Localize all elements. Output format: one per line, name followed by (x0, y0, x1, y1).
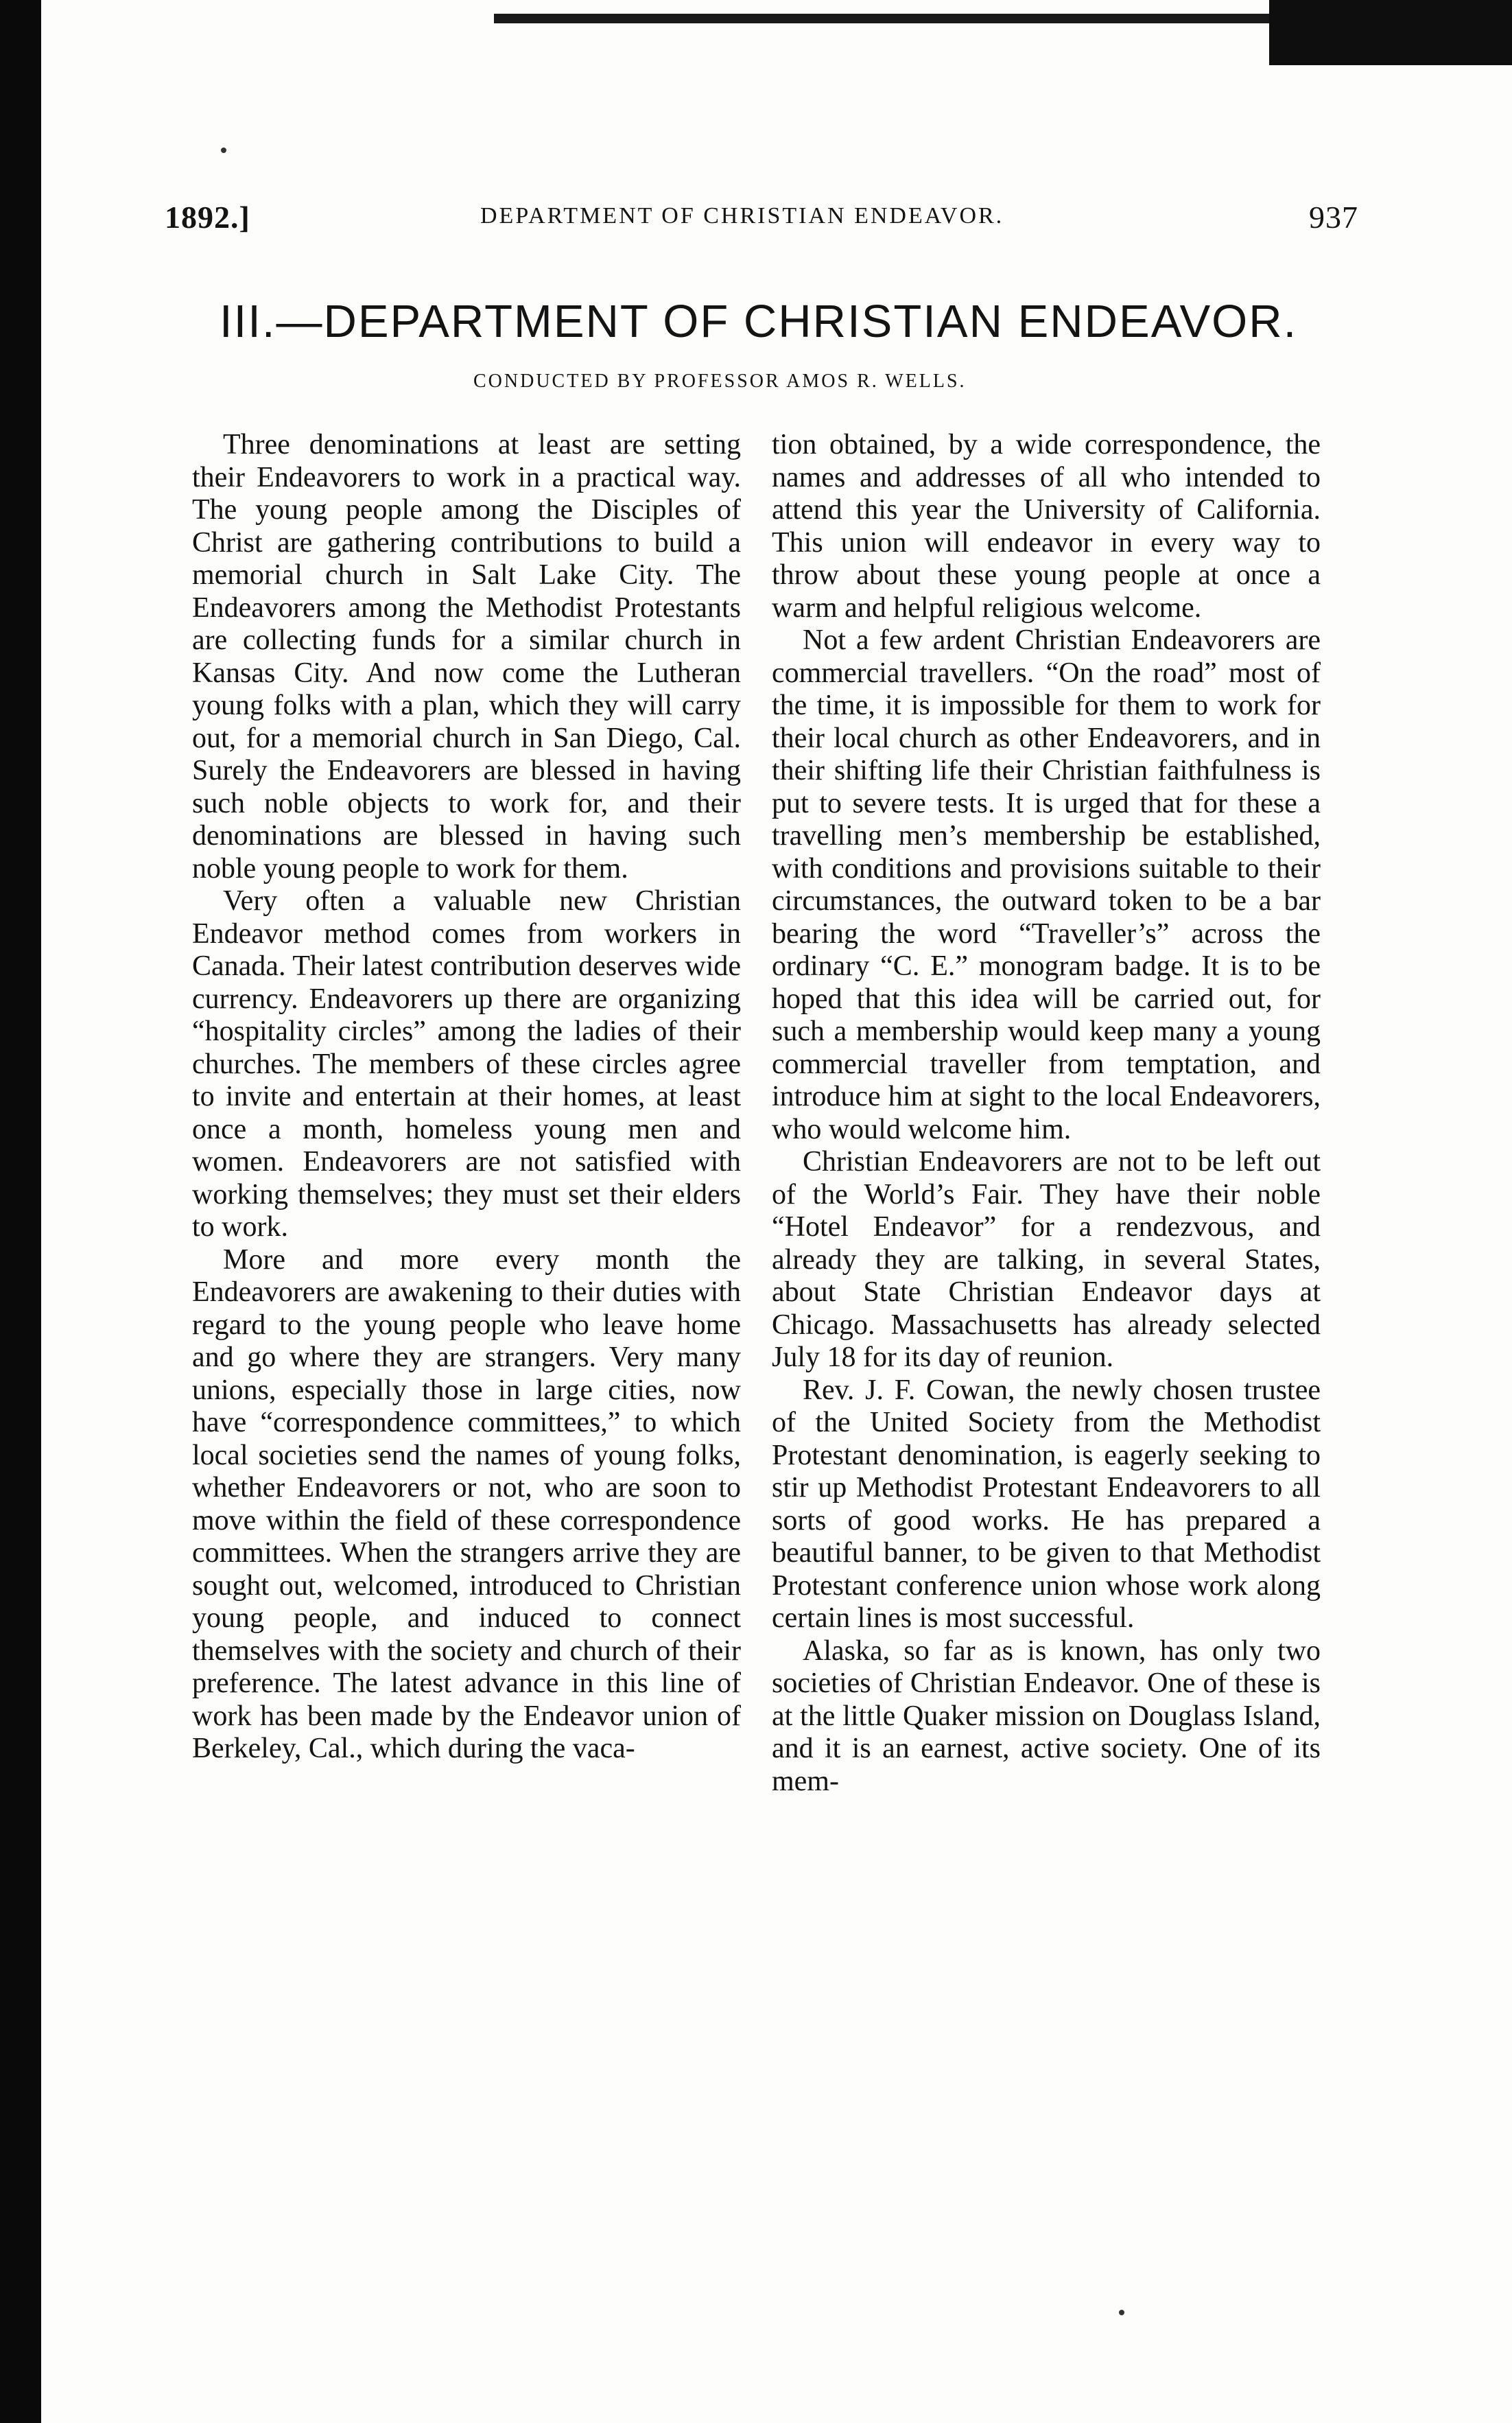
page-number: 937 (1309, 200, 1358, 235)
paragraph: Alaska, so far as is known, has only two societies of Christian Endeavor. One of these is at the little Quaker mission on Douglass Island, and it is an earnest, active society. One of its mem- (772, 1635, 1321, 1797)
byline: CONDUCTED BY PROFESSOR AMOS R. WELLS. (473, 371, 967, 392)
paragraph: Rev. J. F. Cowan, the newly chosen trustee of the United Society from the Methodist Protestant denomination, is eagerly seeking to stir up Methodist Protestant Endeavorers to all sorts of good works. He has prepared a beautiful banner, to be given to that Methodist Protestant conference union whose work along certain lines is most successful. (772, 1374, 1321, 1634)
paragraph: Christian Endeavorers are not to be left out of the World’s Fair. They have their noble “Hotel Endeavor” for a rendezvous, and already they are talking, in several States, about State Christian Endeavor days at Chicago. Massachusetts has already selected July 18 for its day of reunion. (772, 1146, 1321, 1373)
paragraph: More and more every month the Endeavorers are awakening to their duties with regard to the young people who leave home and go where they are strangers. Very many unions, especially those in large cities, now have “correspondence committees,” to which local societies send the names of young folks, whether Endeavorers or not, who are soon to move within the field of these correspondence committees. When the strangers arrive they are sought out, welcomed, introduced to Christian young people, and induced to connect themselves with the society and church of their preference. The latest advance in this line of work has been made by the Endeavor union of Berkeley, Cal., which during the vaca- (192, 1243, 741, 1764)
right-column (772, 429, 1321, 1798)
paragraph-continued: tion obtained, by a wide correspondence, the names and addresses of all who intended to attend this year the University of California. This union will endeavor in every way to throw about these young people at once a warm and helpful religious welcome. (772, 429, 1321, 624)
top-scan-block (1269, 0, 1512, 65)
scan-edge-bar (0, 0, 41, 2423)
paragraph: Three denominations at least are setting their Endeavorers to work in a practical way. The young people among the Disciples of Christ are gathering contributions to build a memorial church in Salt Lake City. The Endeavorers among the Methodist Protestants are collecting funds for a similar church in Kansas City. And now come the Lutheran young folks with a plan, which they will carry out, for a memorial church in San Diego, Cal. Surely the Endeavorers are blessed in having such noble objects to work for, and their denominations are blessed in having such noble young people to work for them. (192, 429, 741, 885)
paragraph: Not a few ardent Christian Endeavorers are commercial travellers. “On the road” most of the time, it is impossible for them to work for their local church as other Endeavorers, and in their shifting life their Christian faithfulness is put to severe tests. It is urged that for these a travelling men’s membership be established, with conditions and provisions suitable to their circumstances, the outward token to be a bar bearing the word “Traveller’s” across the ordinary “C. E.” monogram badge. It is to be hoped that this idea will be carried out, for such a membership would keep many a young commercial traveller from temptation, and introduce him at sight to the local Endeavorers, who would welcome him. (772, 624, 1321, 1145)
speck (1119, 2310, 1124, 2315)
running-head-year: 1892.] (165, 200, 250, 235)
running-head-title: DEPARTMENT OF CHRISTIAN ENDEAVOR. (480, 203, 1004, 229)
left-column (192, 429, 741, 1766)
paragraph: Very often a valuable new Christian Endeavor method comes from workers in Canada. Their latest contribution deserves wide currency. Endeavorers up there are organizing “hospitality circles” among the ladies of their churches. The members of these circles agree to invite and entertain at their homes, at least once a month, homeless young men and women. Endeavorers are not satisfied with working themselves; they must set their elders to work. (192, 885, 741, 1243)
section-title: III.—DEPARTMENT OF CHRISTIAN ENDEAVOR. (220, 296, 1298, 347)
running-head (165, 199, 1358, 240)
speck (221, 148, 226, 153)
